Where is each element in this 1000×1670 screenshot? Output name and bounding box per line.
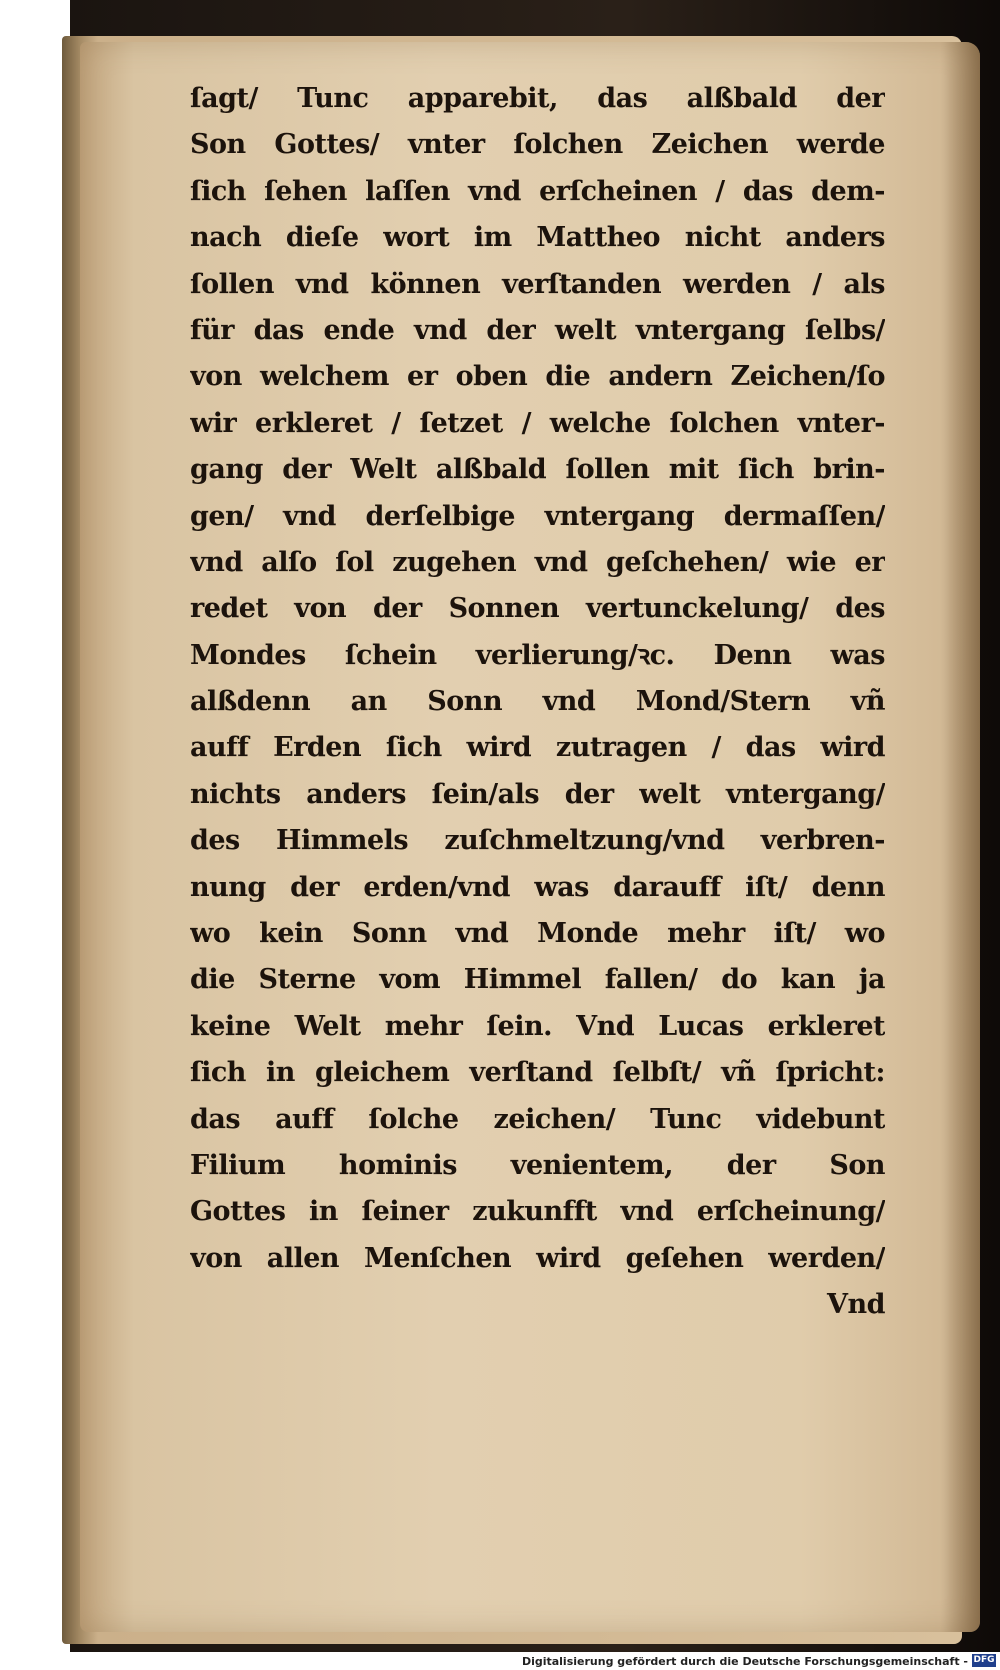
text-line: ſollen vnd können verſtanden werden / als [190,268,885,300]
text-line: die Sterne vom Himmel fallen/ do kan ja [190,964,885,996]
text-line: Gottes in ſeiner zukunfft vnd erſcheinung/ [190,1196,885,1228]
text-line: Filium hominis venientem, der Son [190,1149,885,1181]
text-line: nung der erden/vnd was darauff iſt/ denn [190,871,885,903]
text-line: nach dieſe wort im Mattheo nicht anders [190,222,885,254]
dfg-logo-icon: DFG [973,1655,995,1665]
text-line: redet von der Sonnen vertunckelung/ des [190,593,885,625]
text-line: von allen Menſchen wird geſehen werden/ [190,1242,885,1274]
text-line: Son Gottes/ vnter ſolchen Zeichen werde [190,129,885,161]
text-line: gang der Welt alßbald ſollen mit ſich brin- [190,454,885,486]
left-margin [0,0,70,1652]
text-block [190,76,885,1329]
text-line: vnd alſo ſol zugehen vnd geſchehen/ wie er [190,546,885,578]
text-line: wo kein Sonn vnd Monde mehr iſt/ wo [190,918,885,950]
text-line: nichts anders ſein/als der welt vntergang/ [190,778,885,810]
page-edge-shadow [940,42,980,1632]
text-line: gen/ vnd derſelbige vntergang dermaſſen/ [190,500,885,532]
text-line: des Himmels zuſchmeltzung/vnd verbren- [190,825,885,857]
text-line: das auff ſolche zeichen/ Tunc videbunt [190,1103,885,1135]
catchword: Vnd [827,1289,885,1321]
text-line: ſich ſehen laſſen vnd erſcheinen / das dem- [190,175,885,207]
text-line: von welchem er oben die andern Zeichen/ſo [190,361,885,393]
text-line: auff Erden ſich wird zutragen / das wird [190,732,885,764]
funding-credit: Digitalisierung gefördert durch die Deutsche Forschungsgemeinschaft - [521,1655,968,1668]
text-line: wir erkleret / ſetzet / welche ſolchen vnter- [190,407,885,439]
text-line: für das ende vnd der welt vntergang ſelbs/ [190,314,885,346]
text-line: ſagt/ Tunc apparebit, das alßbald der [190,83,885,114]
text-line: keine Welt mehr ſein. Vnd Lucas erkleret [190,1010,885,1042]
text-line: ſich in gleichem verſtand ſelbſt/ vñ ſpricht: [190,1057,885,1089]
text-line: alßdenn an Sonn vnd Mond/Stern vñ [190,686,885,718]
text-line: Mondes ſchein verlierung/ꝛc. Denn was [190,639,885,671]
